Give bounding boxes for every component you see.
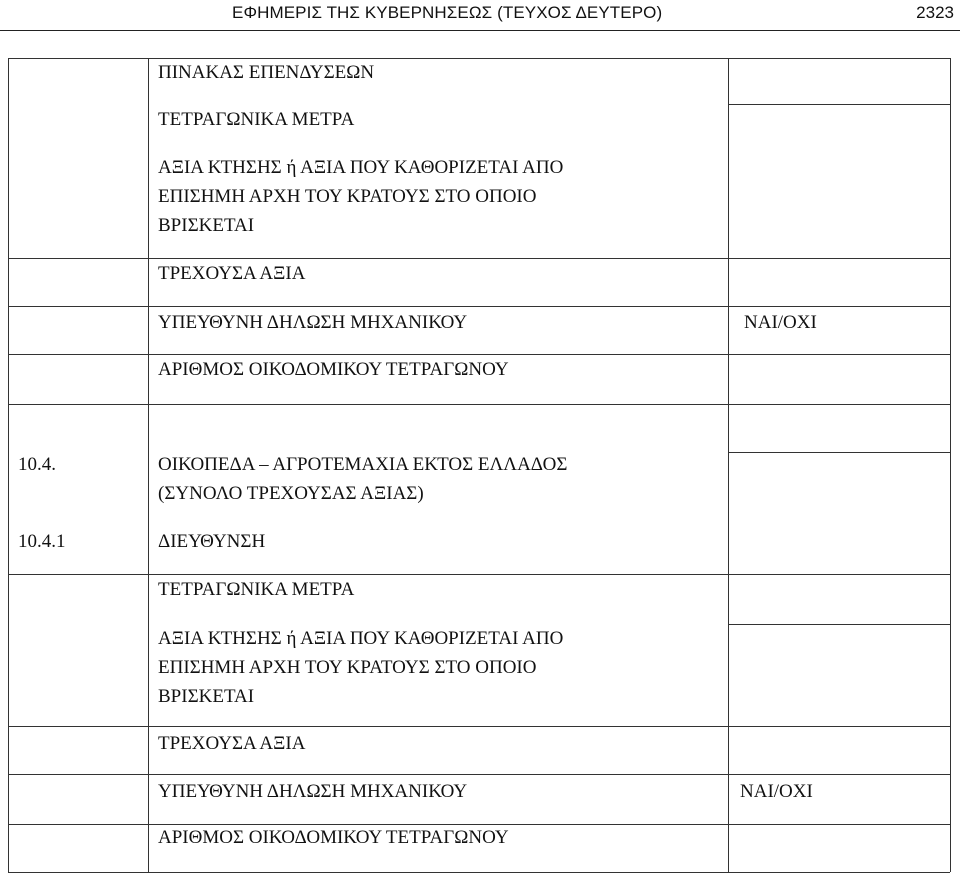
page-number: 2323 xyxy=(916,3,954,22)
acquisition-value-label-line3: ΒΡΙΣΚΕΤΑΙ xyxy=(158,215,255,236)
section-title-line2: (ΣΥΝΟΛΟ ΤΡΕΧΟΥΣΑΣ ΑΞΙΑΣ) xyxy=(158,483,424,504)
section-title-line1: ΟΙΚΟΠΕΔΑ – ΑΓΡΟΤΕΜΑΧΙΑ ΕΚΤΟΣ ΕΛΛΑΔΟΣ xyxy=(158,454,568,475)
row-divider xyxy=(8,258,950,259)
column-divider xyxy=(728,58,729,872)
page-header xyxy=(0,0,960,31)
acquisition-value-label-line2: ΕΠΙΣΗΜΗ ΑΡΧΗ ΤΟΥ ΚΡΑΤΟΥΣ ΣΤΟ ΟΠΟΙΟ xyxy=(158,657,537,678)
engineer-declaration-label: ΥΠΕΥΘΥΝΗ ΔΗΛΩΣΗ ΜΗΧΑΝΙΚΟΥ xyxy=(158,312,468,333)
row-divider xyxy=(8,574,950,575)
row-divider xyxy=(8,726,950,727)
block-number-label: ΑΡΙΘΜΟΣ ΟΙΚΟΔΟΜΙΚΟΥ ΤΕΤΡΑΓΩΝΟΥ xyxy=(158,827,509,848)
table-top-border xyxy=(8,58,950,59)
block-number-label: ΑΡΙΘΜΟΣ ΟΙΚΟΔΟΜΙΚΟΥ ΤΕΤΡΑΓΩΝΟΥ xyxy=(158,359,509,380)
engineer-declaration-value: ΝΑΙ/ΟΧΙ xyxy=(744,312,817,333)
investments-table-title: ΠΙΝΑΚΑΣ ΕΠΕΝΔΥΣΕΩΝ xyxy=(158,62,375,83)
row-divider xyxy=(728,624,950,625)
address-label: ΔΙΕΥΘΥΝΣΗ xyxy=(158,531,266,552)
row-divider xyxy=(8,774,950,775)
gazette-title: ΕΦΗΜΕΡΙΣ ΤΗΣ ΚΥΒΕΡΝΗΣΕΩΣ (ΤΕΥΧΟΣ ΔΕΥΤΕΡΟ) xyxy=(232,3,663,22)
acquisition-value-label-line1: ΑΞΙΑ ΚΤΗΣΗΣ ή ΑΞΙΑ ΠΟΥ ΚΑΘΟΡΙΖΕΤΑΙ ΑΠΟ xyxy=(158,157,564,178)
acquisition-value-label-line1: ΑΞΙΑ ΚΤΗΣΗΣ ή ΑΞΙΑ ΠΟΥ ΚΑΘΟΡΙΖΕΤΑΙ ΑΠΟ xyxy=(158,628,564,649)
row-divider xyxy=(728,452,950,453)
engineer-declaration-value: ΝΑΙ/ΟΧΙ xyxy=(740,781,813,802)
engineer-declaration-label: ΥΠΕΥΘΥΝΗ ΔΗΛΩΣΗ ΜΗΧΑΝΙΚΟΥ xyxy=(158,781,468,802)
subsection-number: 10.4.1 xyxy=(18,531,66,552)
table-right-border xyxy=(950,58,951,872)
column-divider xyxy=(148,58,149,872)
section-number: 10.4. xyxy=(18,454,56,475)
acquisition-value-label-line2: ΕΠΙΣΗΜΗ ΑΡΧΗ ΤΟΥ ΚΡΑΤΟΥΣ ΣΤΟ ΟΠΟΙΟ xyxy=(158,186,537,207)
table-left-border xyxy=(8,58,9,872)
row-divider xyxy=(728,104,950,105)
square-meters-label: ΤΕΤΡΑΓΩΝΙΚΑ ΜΕΤΡΑ xyxy=(158,109,355,130)
row-divider xyxy=(8,404,950,405)
current-value-label: ΤΡΕΧΟΥΣΑ ΑΞΙΑ xyxy=(158,733,306,754)
table-bottom-border xyxy=(8,872,950,873)
acquisition-value-label-line3: ΒΡΙΣΚΕΤΑΙ xyxy=(158,686,255,707)
row-divider xyxy=(8,306,950,307)
current-value-label: ΤΡΕΧΟΥΣΑ ΑΞΙΑ xyxy=(158,263,306,284)
square-meters-label: ΤΕΤΡΑΓΩΝΙΚΑ ΜΕΤΡΑ xyxy=(158,579,355,600)
